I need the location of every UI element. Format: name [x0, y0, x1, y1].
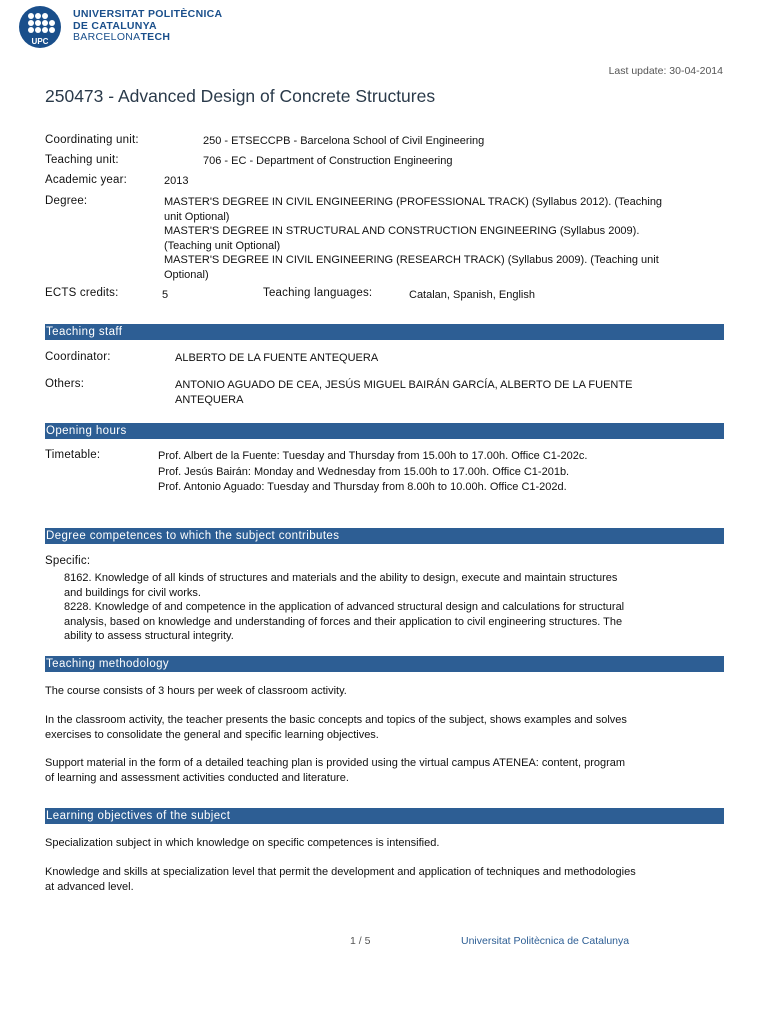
coordinator-label: Coordinator: — [45, 351, 111, 363]
page-title: 250473 - Advanced Design of Concrete Structures — [45, 86, 436, 106]
upc-logo — [16, 5, 64, 49]
others-line: ANTONIO AGUADO DE CEA, JESÚS MIGUEL BAIRÁN GARCÍA, ALBERTO DE LA FUENTE — [175, 379, 633, 391]
paragraph-line: Support material in the form of a detailed teaching plan is provided using the virtual campus ATENEA: content, program — [45, 757, 626, 769]
section-competences: Degree competences to which the subject contributes — [45, 528, 724, 544]
degree-label: Degree: — [45, 195, 88, 207]
languages-value: Catalan, Spanish, English — [409, 289, 535, 301]
paragraph-line: at advanced level. — [45, 880, 134, 893]
competence-line: ability to assess structural integrity. — [64, 630, 234, 642]
degree-line: (Teaching unit Optional) — [164, 239, 281, 252]
degree-line: Optional) — [164, 268, 209, 281]
paragraph-line: exercises to consolidate the general and specific learning objectives. — [45, 728, 379, 741]
teaching-unit-value: 706 - EC - Department of Construction Engineering — [203, 155, 453, 167]
competence-line: 8228. Knowledge of and competence in the application of advanced structural design and calculations for structural — [64, 601, 625, 613]
degree-line: MASTER'S DEGREE IN STRUCTURAL AND CONSTRUCTION ENGINEERING (Syllabus 2009). — [164, 225, 640, 237]
paragraph-line: Knowledge and skills at specialization level that permit the development and application of techniques and methodologies — [45, 866, 636, 878]
competence-line: and buildings for civil works. — [64, 586, 201, 599]
page-number: 1 / 5 — [350, 935, 371, 947]
competence-list — [64, 571, 734, 644]
degree-line: MASTER'S DEGREE IN CIVIL ENGINEERING (PROFESSIONAL TRACK) (Syllabus 2012). (Teaching — [164, 196, 663, 208]
degree-list — [164, 195, 734, 282]
section-learning-objectives: Learning objectives of the subject — [45, 808, 724, 824]
others-line: ANTEQUERA — [175, 393, 244, 406]
competence-line: 8162. Knowledge of all kinds of structures and materials and the ability to design, execute and maintain structures — [64, 572, 618, 584]
paragraph-line: of learning and assessment activities conducted and literature. — [45, 771, 349, 784]
methodology-paragraph: The course consists of 3 hours per week of classroom activity. — [45, 685, 347, 697]
competence-line: analysis, based on knowledge and understanding of forces and their application to civil engineering structures. The — [64, 615, 623, 628]
degree-line: unit Optional) — [164, 210, 230, 223]
section-opening-hours: Opening hours — [45, 423, 724, 439]
logo-line-2: DE CATALUNYA — [73, 19, 157, 32]
degree-line: MASTER'S DEGREE IN CIVIL ENGINEERING (RESEARCH TRACK) (Syllabus 2009). (Teaching unit — [164, 254, 659, 266]
coordinator-value: ALBERTO DE LA FUENTE ANTEQUERA — [175, 352, 379, 364]
section-teaching-staff: Teaching staff — [45, 324, 724, 340]
academic-year-value: 2013 — [164, 175, 189, 187]
ects-label: ECTS credits: — [45, 287, 119, 299]
timetable-label: Timetable: — [45, 449, 101, 461]
teaching-unit-label: Teaching unit: — [45, 154, 119, 166]
logo-badge: UPC — [31, 37, 49, 46]
paragraph-line: In the classroom activity, the teacher presents the basic concepts and topics of the subject, shows examples and solves — [45, 714, 627, 726]
objectives-paragraph: Specialization subject in which knowledge on specific competences is intensified. — [45, 837, 440, 849]
methodology-paragraph — [45, 756, 735, 785]
coord-unit-value: 250 - ETSECCPB - Barcelona School of Civil Engineering — [203, 135, 485, 147]
methodology-paragraph — [45, 713, 735, 742]
coord-unit-label: Coordinating unit: — [45, 134, 139, 146]
university-name — [73, 9, 222, 44]
logo-line-3: BARCELONATECH — [73, 31, 171, 43]
section-methodology: Teaching methodology — [45, 656, 724, 672]
languages-label: Teaching languages: — [263, 287, 373, 299]
timetable-line: Prof. Jesús Bairán: Monday and Wednesday from 15.00h to 17.00h. Office C1-201b. — [158, 465, 570, 478]
footer-university: Universitat Politècnica de Catalunya — [461, 935, 630, 947]
academic-year-label: Academic year: — [45, 174, 128, 186]
specific-label: Specific: — [45, 555, 91, 567]
ects-value: 5 — [162, 289, 169, 301]
timetable-line: Prof. Albert de la Fuente: Tuesday and Thursday from 15.00h to 17.00h. Office C1-202c. — [158, 450, 588, 462]
last-update: Last update: 30-04-2014 — [608, 65, 723, 77]
logo-line-1: UNIVERSITAT POLITÈCNICA — [73, 8, 223, 20]
timetable-line: Prof. Antonio Aguado: Tuesday and Thursday from 8.00h to 10.00h. Office C1-202d. — [158, 481, 567, 493]
objectives-paragraph — [45, 865, 735, 894]
timetable-list — [158, 449, 728, 496]
others-label: Others: — [45, 378, 85, 390]
others-value — [175, 378, 725, 407]
upc-logo-icon — [16, 5, 64, 49]
